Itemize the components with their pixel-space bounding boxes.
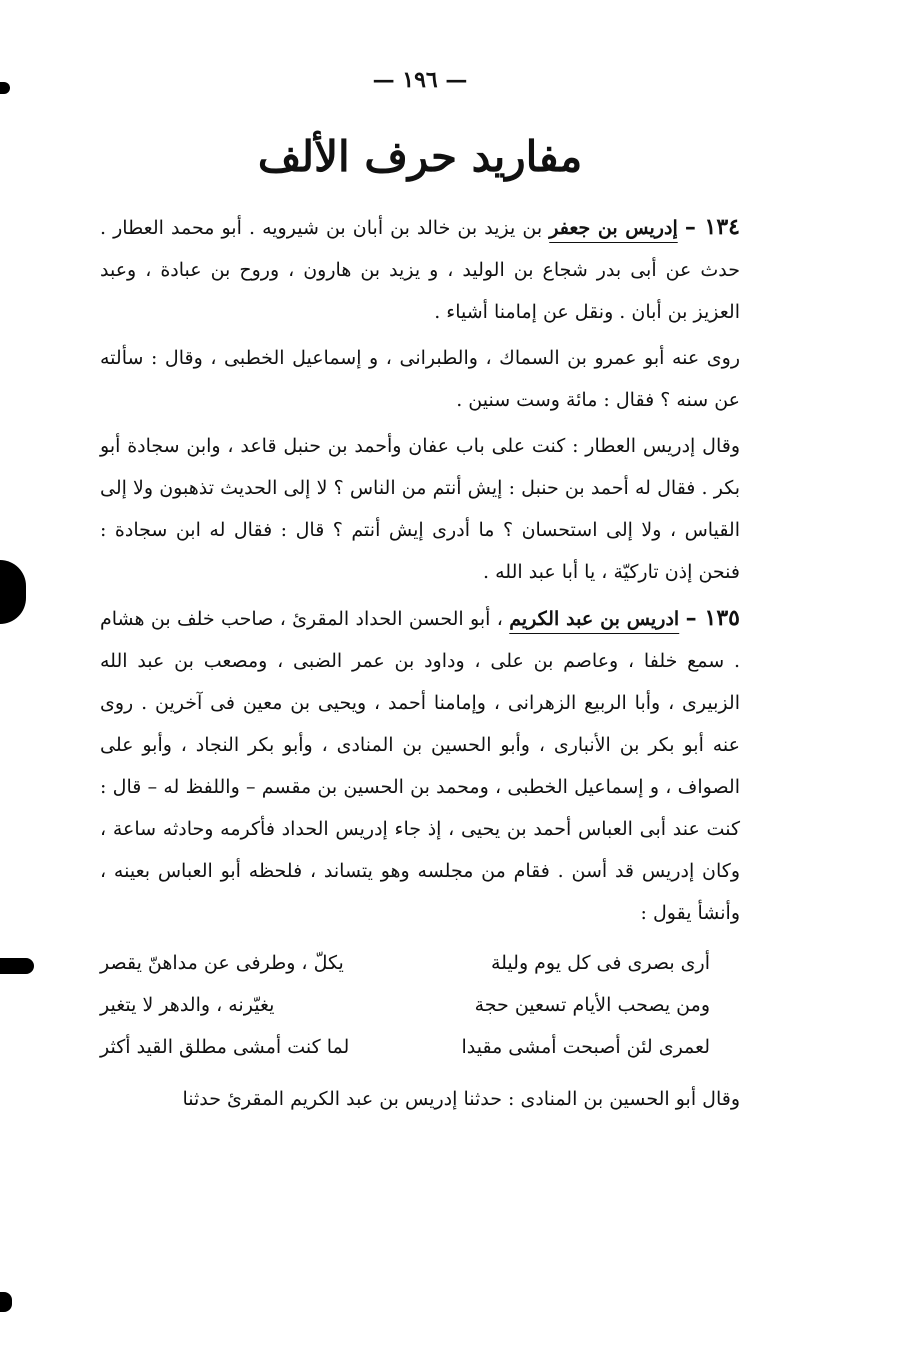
entry-134-number: ١٣٤ – — [684, 214, 740, 240]
document-page — [100, 60, 740, 1300]
entry-134-name: إدريس بن جعفر — [549, 217, 678, 239]
verse-1-first: أرى بصرى فى كل يوم وليلة — [490, 952, 710, 974]
entry-135 — [100, 597, 740, 1120]
entry-135-name: ادريس بن عبد الكريم — [509, 608, 680, 630]
entry-134 — [100, 206, 740, 593]
margin-mark-1 — [0, 82, 10, 94]
verse-3 — [100, 1026, 710, 1068]
margin-mark-3 — [0, 958, 34, 974]
section-title: مفاريد حرف الألف — [257, 132, 583, 181]
verse-1 — [100, 942, 710, 984]
verse-3-first: لعمرى لئن أصبحت أمشى مقيدا — [461, 1036, 710, 1058]
entry-135-paragraph-1 — [100, 597, 740, 934]
page-number: — ١٩٦ — — [372, 67, 468, 93]
verse-1-second: يكلّ ، وطرفى عن مداهنّ يقصر — [100, 952, 344, 974]
verse-2-second: يغيّرنه ، والدهر لا يتغير — [100, 994, 275, 1016]
entry-134-paragraph-2: روى عنه أبو عمرو بن السماك ، والطبرانى ، و إسماعيل الخطبى ، وقال : سألته عن سنه ؟ فقال : مائة وست سنين . — [100, 347, 740, 411]
margin-mark-2 — [0, 560, 26, 624]
entry-135-number: ١٣٥ – — [685, 605, 740, 631]
verse-2 — [100, 984, 710, 1026]
entry-134-text-1: بن يزيد بن خالد بن أبان بن شيرويه . أبو محمد العطار . حدث عن أبى بدر شجاع بن الوليد ، و يزيد بن هارون ، وروح بن عبادة ، وعبد العزيز بن أبان . ونقل عن إمامنا أشياء . — [100, 217, 740, 323]
entry-135-text-1: ، أبو الحسن الحداد المقرئ ، صاحب خلف بن هشام . سمع خلفا ، وعاصم بن على ، وداود بن عمر الضبى ، ومصعب بن عبد الله الزبيرى ، وأبا الربيع الزهرانى ، وإمامنا أحمد ، ويحيى بن معين فى آخرين . روى عنه أبو بكر بن الأنبارى ، وأبو الحسين بن المنادى ، وأبو بكر النجاد ، وأبو على الصواف ، و إسماعيل الخطبى ، ومحمد بن الحسين بن مقسم – واللفظ له – قال : كنت عند أبى العباس أحمد بن يحيى ، إذ جاء إدريس الحداد فأكرمه وحادثه ساعة ، وكان إدريس قد أسن . فقام من مجلسه وهو يتساند ، فلحظه أبو العباس بعينه ، وأنشأ يقول : — [100, 608, 740, 924]
verse-3-second: لما كنت أمشى مطلق القيد أكثر — [100, 1036, 350, 1058]
entry-134-paragraph-1 — [100, 206, 740, 333]
poem — [100, 942, 710, 1068]
entry-134-paragraph-3: وقال إدريس العطار : كنت على باب عفان وأحمد بن حنبل قاعد ، وابن سجادة أبو بكر . فقال له أحمد بن حنبل : إيش أنتم من الناس ؟ لا إلى الحديث تذهبون ولا إلى القياس ، ولا إلى استحسان ؟ ما أدرى إيش أنتم ؟ قال : فقال له ابن سجادة : فنحن إذن تاركيّة ، يا أبا عبد الله . — [100, 435, 740, 583]
margin-mark-4 — [0, 1292, 12, 1312]
verse-2-first: ومن يصحب الأيام تسعين حجة — [474, 994, 710, 1016]
entry-135-closing: وقال أبو الحسين بن المنادى : حدثنا إدريس بن عبد الكريم المقرئ حدثنا — [182, 1088, 740, 1110]
